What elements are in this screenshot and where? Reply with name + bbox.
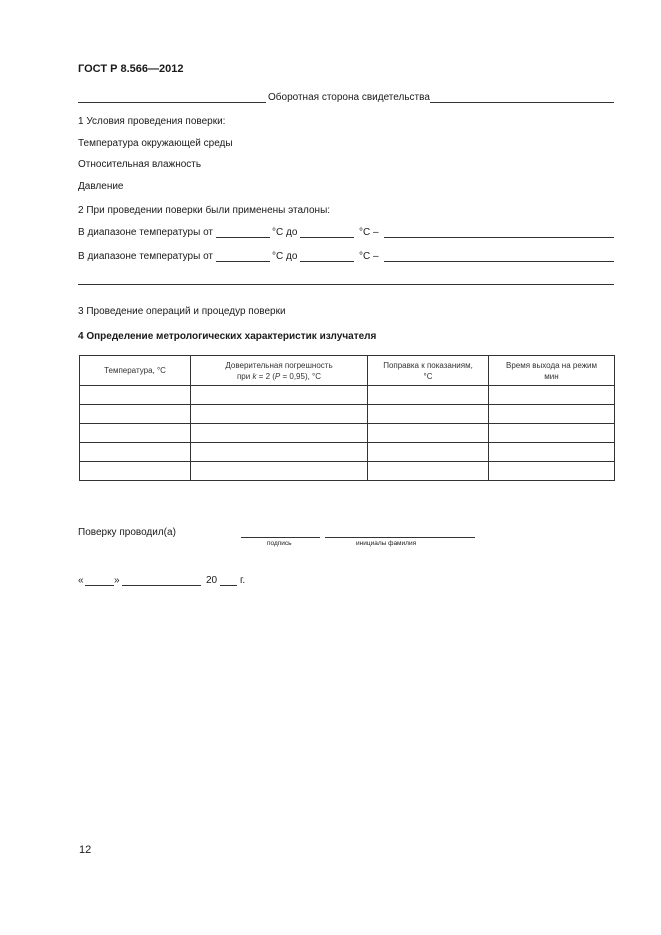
- reverse-side-title: Оборотная сторона свидетельства: [268, 92, 430, 103]
- title-left-rule: [78, 102, 266, 103]
- date-day-field[interactable]: [85, 585, 114, 586]
- date-suffix: г.: [240, 575, 246, 586]
- range2-to-field[interactable]: [300, 261, 354, 262]
- column-correction-line2: °С: [423, 371, 433, 381]
- table-cell[interactable]: [80, 443, 191, 462]
- ambient-temperature-label: Температура окружающей среды: [78, 138, 233, 149]
- range1-prefix: В диапазоне температуры от: [78, 227, 214, 238]
- date-month-field[interactable]: [122, 585, 201, 586]
- section4-heading: 4 Определение метрологических характеристик излучателя: [78, 331, 377, 342]
- column-warmup-time: [489, 356, 615, 386]
- range2-standard-field[interactable]: [384, 261, 614, 262]
- range1-to-field[interactable]: [300, 237, 354, 238]
- verifier-label: Поверку проводил(а): [78, 527, 176, 538]
- name-caption: инициалы фамилия: [356, 540, 417, 547]
- date-close-quote: »: [114, 575, 120, 586]
- range1-standard-field[interactable]: [384, 237, 614, 238]
- section2-extra-line[interactable]: [78, 284, 614, 285]
- column-confidence-error-mid: = 2 (: [256, 371, 275, 381]
- table-cell[interactable]: [368, 405, 489, 424]
- column-confidence-error-line1: Доверительная погрешность: [225, 360, 333, 370]
- signature-caption: подпись: [267, 540, 292, 547]
- range1-unit-to: °С до: [272, 227, 298, 238]
- table-cell[interactable]: [368, 386, 489, 405]
- table-cell[interactable]: [191, 462, 368, 481]
- table-cell[interactable]: [191, 386, 368, 405]
- column-confidence-error-p: P: [274, 371, 281, 381]
- range1-from-field[interactable]: [216, 237, 270, 238]
- table-cell[interactable]: [80, 462, 191, 481]
- table-cell[interactable]: [489, 462, 615, 481]
- section3-heading: 3 Проведение операций и процедур поверки: [78, 306, 286, 317]
- column-confidence-error: [191, 356, 368, 386]
- standard-header: ГОСТ Р 8.566—2012: [78, 63, 184, 75]
- column-confidence-error-k: k: [252, 371, 257, 381]
- section1-heading: 1 Условия проведения поверки:: [78, 116, 226, 127]
- table-row: [80, 462, 615, 481]
- column-warmup-time-line1: Время выхода на режим: [505, 360, 598, 370]
- table-row: [80, 386, 615, 405]
- title-right-rule: [430, 102, 614, 103]
- table-row: [80, 405, 615, 424]
- name-field[interactable]: [325, 537, 475, 538]
- column-correction: [368, 356, 489, 386]
- column-temperature-label: Температура, °С: [104, 366, 166, 375]
- date-year-prefix: 20: [206, 575, 218, 586]
- table-cell[interactable]: [80, 405, 191, 424]
- section2-heading: 2 При проведении поверки были применены эталоны:: [78, 205, 331, 216]
- metrology-table: [79, 355, 615, 481]
- range2-from-field[interactable]: [216, 261, 270, 262]
- table-cell[interactable]: [80, 386, 191, 405]
- table-cell[interactable]: [489, 386, 615, 405]
- date-open-quote: «: [78, 575, 84, 586]
- signature-field[interactable]: [241, 537, 320, 538]
- table-cell[interactable]: [368, 443, 489, 462]
- date-year-field[interactable]: [220, 585, 237, 586]
- table-cell[interactable]: [489, 405, 615, 424]
- column-correction-line1: Поправка к показаниям,: [383, 360, 473, 370]
- table-cell[interactable]: [368, 424, 489, 443]
- range2-unit-dash: °С –: [359, 251, 379, 262]
- range1-unit-dash: °С –: [359, 227, 379, 238]
- page-number: 12: [79, 844, 92, 856]
- table-row: [80, 424, 615, 443]
- column-warmup-time-line2: мин: [544, 371, 559, 381]
- table-header-row: [80, 356, 615, 386]
- table-cell[interactable]: [191, 424, 368, 443]
- table-row: [80, 443, 615, 462]
- table-cell[interactable]: [191, 443, 368, 462]
- table-cell[interactable]: [191, 405, 368, 424]
- table-cell[interactable]: [489, 443, 615, 462]
- pressure-label: Давление: [78, 181, 124, 192]
- column-confidence-error-post: = 0,95), °С: [280, 371, 322, 381]
- relative-humidity-label: Относительная влажность: [78, 159, 202, 170]
- table-cell[interactable]: [368, 462, 489, 481]
- column-confidence-error-pre: при: [236, 371, 253, 381]
- table-cell[interactable]: [489, 424, 615, 443]
- table-cell[interactable]: [80, 424, 191, 443]
- column-temperature: [80, 356, 191, 386]
- range2-unit-to: °С до: [272, 251, 298, 262]
- range2-prefix: В диапазоне температуры от: [78, 251, 214, 262]
